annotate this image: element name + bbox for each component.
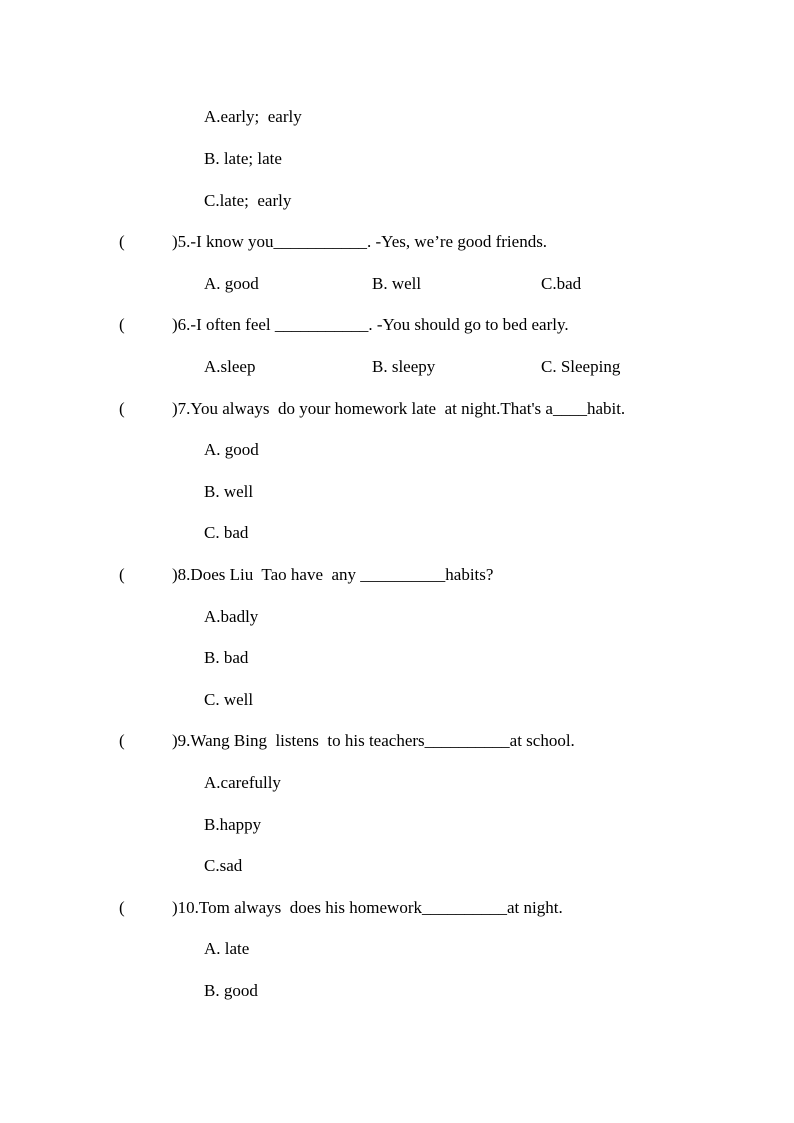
option-c: C. bad bbox=[204, 523, 249, 542]
option-c: C.sad bbox=[204, 856, 243, 875]
option-b: B.happy bbox=[204, 815, 262, 834]
option-a: A. good bbox=[204, 440, 259, 459]
option-b: B. well bbox=[204, 482, 254, 501]
option-a: A.sleep bbox=[204, 357, 256, 376]
answer-paren: ( bbox=[119, 898, 125, 917]
option-b: B. good bbox=[204, 981, 258, 1000]
answer-paren: ( bbox=[119, 731, 125, 750]
option-b: B. late; late bbox=[204, 149, 282, 168]
option-b: B. well bbox=[372, 274, 422, 293]
answer-paren: ( bbox=[119, 232, 125, 251]
answer-paren: ( bbox=[119, 565, 125, 584]
option-b: B. sleepy bbox=[372, 357, 436, 376]
question-text: )7.You always do your homework late at night.That's a____habit. bbox=[172, 399, 626, 418]
question-text: )10.Tom always does his homework__________at night. bbox=[172, 898, 563, 917]
answer-paren: ( bbox=[119, 315, 125, 334]
question-text: )6.-I often feel ___________. -You should go to bed early. bbox=[172, 315, 569, 334]
option-a: A. late bbox=[204, 939, 250, 958]
option-b: B. bad bbox=[204, 648, 249, 667]
option-a: A.badly bbox=[204, 607, 259, 626]
option-a: A.early; early bbox=[204, 107, 302, 126]
question-text: )8.Does Liu Tao have any __________habits? bbox=[172, 565, 494, 584]
question-text: )9.Wang Bing listens to his teachers__________at school. bbox=[172, 731, 575, 750]
option-a: A. good bbox=[204, 274, 259, 293]
option-a: A.carefully bbox=[204, 773, 281, 792]
option-c: C. Sleeping bbox=[541, 357, 621, 376]
question-text: )5.-I know you___________. -Yes, we’re good friends. bbox=[172, 232, 548, 251]
option-c: C. well bbox=[204, 690, 254, 709]
option-c: C.bad bbox=[541, 274, 582, 293]
option-c: C.late; early bbox=[204, 191, 292, 210]
answer-paren: ( bbox=[119, 399, 125, 418]
